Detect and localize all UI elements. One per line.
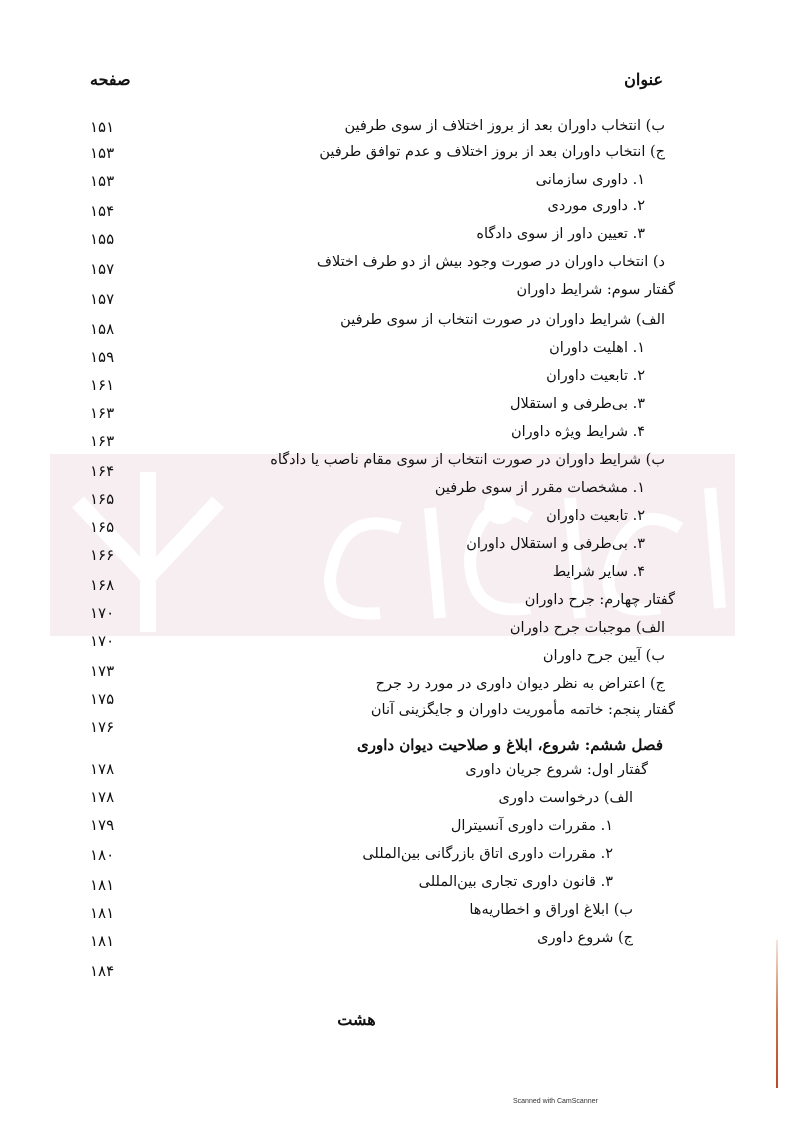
toc-entry-page: ۱۷۶ [90,718,115,736]
toc-entry-page: ۱۷۰ [90,632,115,650]
toc-entry-page: ۱۸۱ [90,876,115,894]
toc-entry-title: الف) شرایط داوران در صورت انتخاب از سوی طرفین [340,312,665,328]
toc-entry-title: ۲. داوری موردی [547,198,645,214]
toc-entry-page: ۱۷۵ [90,690,115,708]
toc-entry-title: ۱. مقررات داوری آنسیترال [450,818,613,834]
toc-entry-page: ۱۶۵ [90,518,115,536]
toc-entry-page: ۱۷۹ [90,816,115,834]
page-footer [0,1010,793,1029]
toc-entry-title: ۱. مشخصات مقرر از سوی طرفین [434,480,645,496]
toc-entry-page: ۱۵۴ [90,202,115,220]
toc-entry-page: ۱۵۱ [90,118,115,136]
toc-entry-title: ۳. بی‌طرفی و استقلال [510,396,645,412]
toc-entry-title: گفتار سوم: شرایط داوران [516,282,675,298]
toc-entry-title: گفتار اول: شروع جریان داوری [465,762,648,778]
toc-entry-title: ۳. بی‌طرفی و استقلال داوران [466,536,645,552]
toc-entry-title: گفتار چهارم: جرح داوران [524,592,675,608]
toc-entry-page: ۱۵۸ [90,320,115,338]
toc-entry-page: ۱۷۳ [90,662,115,680]
toc-entry-title: ۲. تابعیت داوران [546,508,645,524]
page-edge-mark [776,940,778,1088]
toc-entry-page: ۱۶۱ [90,376,115,394]
toc-entry-title: ج) شروع داوری [537,930,633,946]
toc-entry-page: ۱۷۰ [90,604,115,622]
toc-entry-title: د) انتخاب داوران در صورت وجود بیش از دو طرف اختلاف [316,254,665,270]
toc-entry-title: ۲. تابعیت داوران [546,368,645,384]
toc-entry-page: ۱۸۴ [90,962,115,980]
toc-entry-title: ۳. قانون داوری تجاری بین‌المللی [418,874,613,890]
toc-entry-title: الف) موجبات جرح داوران [509,620,665,636]
page-number-word: هشت [337,1010,376,1029]
toc-entry-page: ۱۷۸ [90,788,115,806]
toc-entry-page: ۱۶۳ [90,404,115,422]
toc-entry-page: ۱۶۵ [90,490,115,508]
scanner-watermark-text: Scanned with CamScanner [513,1098,598,1105]
toc-entry-title: فصل ششم: شروع، ابلاغ و صلاحیت دیوان داوری [356,736,663,754]
toc-entry-page: ۱۵۷ [90,260,115,278]
toc-entry-title: الف) درخواست داوری [498,790,633,806]
toc-entry-page: ۱۶۸ [90,576,115,594]
toc-entry-title: ج) اعتراض به نظر دیوان داوری در مورد رد جرح [375,676,665,692]
toc-entry-title: ۱. داوری سازمانی [535,172,645,188]
toc-entry-page: ۱۶۶ [90,546,115,564]
toc-entry-title: ۱. اهلیت داوران [549,340,645,356]
toc-entry-page: ۱۵۳ [90,172,115,190]
toc-entry-page: ۱۸۱ [90,904,115,922]
toc-entry-page: ۱۶۴ [90,462,115,480]
toc-entry-title: ب) شرایط داوران در صورت انتخاب از سوی مقام ناصب یا دادگاه [270,452,665,468]
toc-entry-page: ۱۵۳ [90,144,115,162]
toc-entry-page: ۱۸۰ [90,846,115,864]
toc-entry-page: ۱۷۸ [90,760,115,778]
toc-entry-page: ۱۶۳ [90,432,115,450]
toc-entry-title: ۳. تعیین داور از سوی دادگاه [476,226,645,242]
toc-entry-page: ۱۵۷ [90,290,115,308]
toc-entry-page: ۱۵۹ [90,348,115,366]
toc-entry-title: ب) آیین جرح داوران [542,648,665,664]
toc-entry-page: ۱۵۵ [90,230,115,248]
toc-entry-title: ۲. مقررات داوری اتاق بازرگانی بین‌المللی [362,846,613,862]
toc-entry-title: ۴. شرایط ویژه داوران [510,424,645,440]
page-column-header: صفحه [90,70,131,89]
toc-entry-page: ۱۸۱ [90,932,115,950]
title-column-header: عنوان [624,70,663,89]
toc-entry-title: ب) ابلاغ اوراق و اخطاریه‌ها [469,902,633,918]
toc-entry-title: ۴. سایر شرایط [552,564,645,580]
toc-entry-title: ج) انتخاب داوران بعد از بروز اختلاف و عدم توافق طرفین [319,144,665,160]
toc-entry-title: ب) انتخاب داوران بعد از بروز اختلاف از سوی طرفین [344,118,665,134]
toc-entry-title: گفتار پنجم: خاتمه مأموریت داوران و جایگزینی آنان [370,702,675,718]
